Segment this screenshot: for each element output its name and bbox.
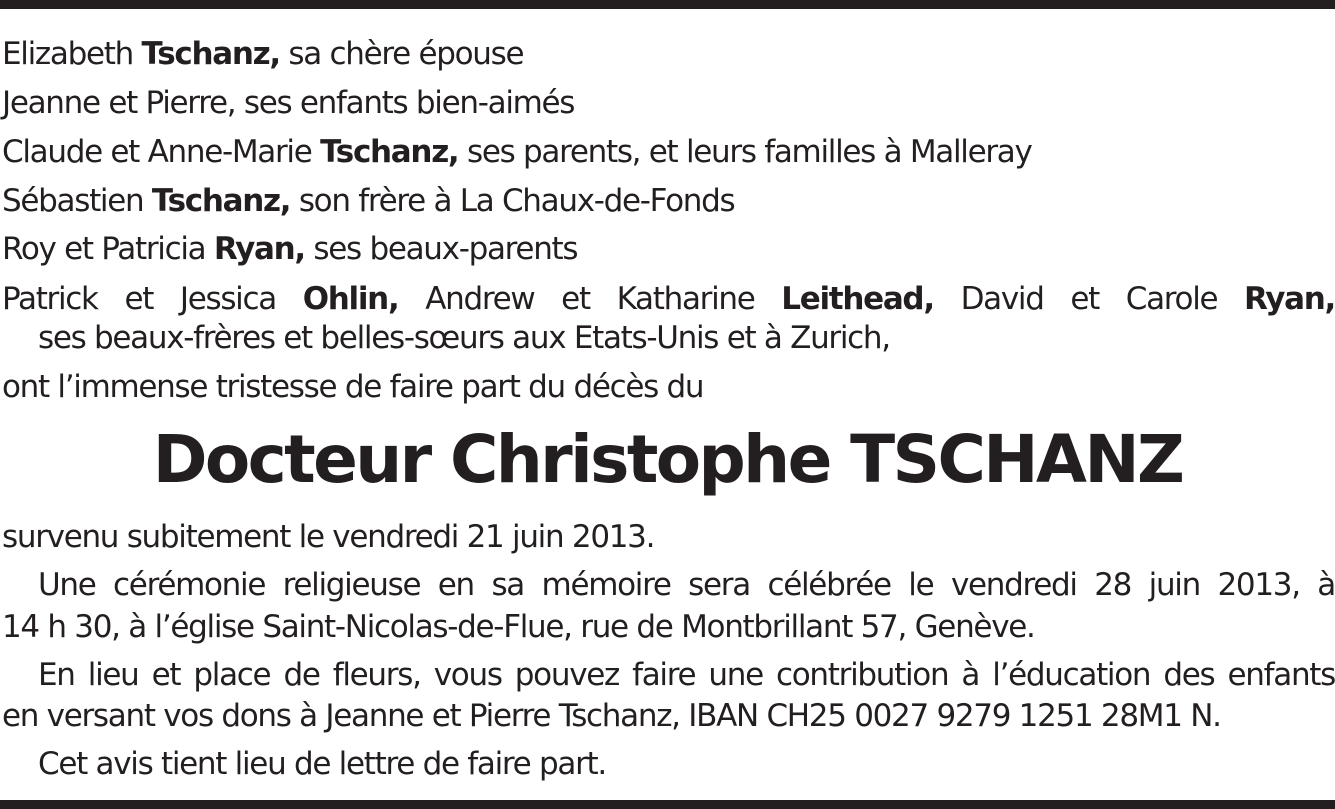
siblings-in-law-surname-2: Leithead, [781, 281, 934, 317]
deceased-name-heading: Docteur Christophe TSCHANZ [152, 421, 1183, 498]
family-line-parents-in-law [2, 230, 577, 268]
parents-in-law-surname: Ryan, [213, 231, 305, 267]
family-line-brother [2, 182, 734, 220]
spouse-surname: Tschanz, [141, 36, 280, 72]
spouse-name: Elizabeth [2, 36, 142, 72]
siblings-in-law-names-3: David et Carole [933, 281, 1245, 317]
siblings-in-law-surname-1: Ohlin, [302, 281, 399, 317]
brother-surname: Tschanz, [151, 183, 291, 219]
date-of-death-text: survenu subitement le vendredi 21 juin 2013. [2, 519, 655, 555]
bottom-border-rule [0, 800, 1335, 809]
brother-name: Sébastien [2, 183, 152, 219]
family-line-siblings-in-law-relation: ses beaux-frères et belles-sœurs aux Etats-Unis et à Zurich, [38, 320, 890, 356]
family-line-spouse [2, 35, 523, 73]
donation-text-line-2: en versant vos dons à Jeanne et Pierre Tschanz, IBAN CH25 0027 9279 1251 28M1 N. [2, 698, 1221, 734]
family-line-parents [2, 133, 1032, 171]
donation-text-line-1: En lieu et place de fleurs, vous pouvez faire une contribution à l’éducation des enfants [38, 657, 1335, 693]
brother-relation: son frère à La Chaux-de-Fonds [290, 183, 735, 219]
top-border-rule [0, 0, 1335, 9]
closing-text: Cet avis tient lieu de lettre de faire part. [38, 746, 606, 782]
siblings-in-law-surname-3: Ryan, [1244, 281, 1335, 317]
family-line-siblings-in-law [2, 280, 1335, 318]
siblings-in-law-names-1: Patrick et Jessica [2, 281, 303, 317]
parents-relation: ses parents, et leurs familles à Malleray [458, 134, 1032, 170]
parents-in-law-relation: ses beaux-parents [304, 231, 578, 267]
ceremony-text-line-2: 14 h 30, à l’église Saint-Nicolas-de-Flue, rue de Montbrillant 57, Genève. [2, 609, 1035, 645]
announcement-text: ont l’immense tristesse de faire part du décès du [2, 369, 704, 405]
parents-names: Claude et Anne-Marie [2, 134, 321, 170]
parents-in-law-names: Roy et Patricia [2, 231, 214, 267]
ceremony-text-line-1: Une cérémonie religieuse en sa mémoire sera célébrée le vendredi 28 juin 2013, à [38, 567, 1335, 603]
parents-surname: Tschanz, [320, 134, 459, 170]
siblings-in-law-names-2: Andrew et Katharine [398, 281, 782, 317]
family-line-children: Jeanne et Pierre, ses enfants bien-aimés [2, 85, 575, 121]
spouse-relation: sa chère épouse [279, 36, 524, 72]
